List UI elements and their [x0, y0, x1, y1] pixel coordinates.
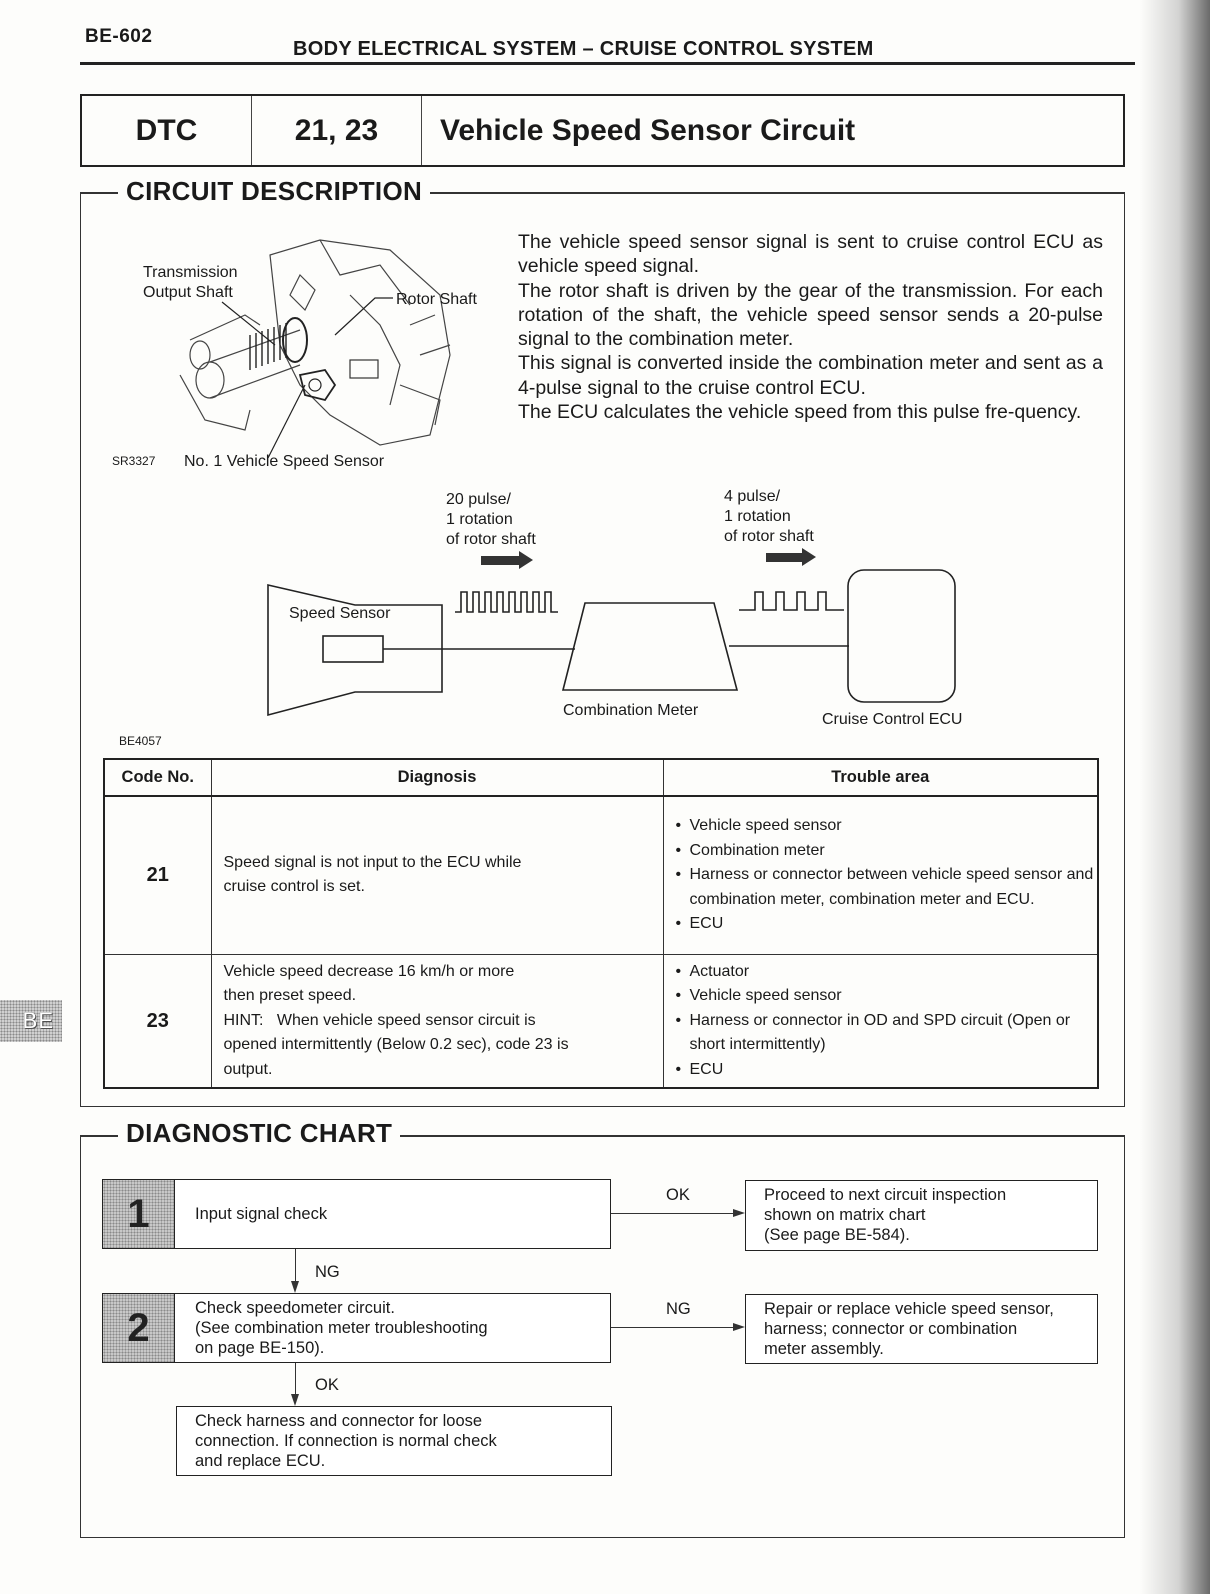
header-diagnosis: Diagnosis	[211, 759, 663, 796]
description-paragraph: The ECU calculates the vehicle speed from this pulse fre-quency.	[518, 401, 1082, 424]
trouble-item: • Combination meter	[690, 839, 1098, 864]
trouble-area-cell	[663, 796, 1098, 954]
connector-line	[611, 1327, 733, 1328]
trouble-item: • Vehicle speed sensor	[690, 984, 1098, 1009]
cruise-control-ecu-label: Cruise Control ECU	[822, 711, 963, 728]
code-cell: 21	[104, 796, 211, 954]
step-number: 1	[103, 1180, 175, 1248]
diagnostic-chart-title: DIAGNOSTIC CHART	[118, 1118, 400, 1149]
diagnosis-cell: Vehicle speed decrease 16 km/h or more then preset speed. HINT: When vehicle speed sensor circuit is opened intermittently (Below 0.2 sec), code 23 is output.	[211, 954, 663, 1088]
circuit-description-title: CIRCUIT DESCRIPTION	[118, 176, 430, 207]
trouble-item: • ECU	[690, 1058, 1098, 1083]
step-text: Check speedometer circuit. (See combination meter troubleshooting on page BE-150).	[195, 1299, 488, 1357]
ok-label: OK	[315, 1376, 339, 1394]
header-trouble-area: Trouble area	[663, 759, 1098, 796]
step-number: 2	[103, 1294, 175, 1362]
arrow-right-icon	[733, 1209, 745, 1217]
dtc-title: Vehicle Speed Sensor Circuit	[440, 113, 856, 147]
header-title: BODY ELECTRICAL SYSTEM – CRUISE CONTROL SYSTEM	[293, 38, 874, 60]
result-check-harness-box[interactable]: Check harness and connector for loose connection. If connection is normal check and replace ECU.	[176, 1406, 612, 1476]
result-repair-box[interactable]: Repair or replace vehicle speed sensor, harness; connector or combination meter assembly.	[745, 1294, 1098, 1364]
description-paragraph: The rotor shaft is driven by the gear of the transmission. For each rotation of the shaft, the vehicle speed sensor sends a 20-pulse signal to the combination meter.	[518, 279, 1103, 351]
arrow-down-icon	[291, 1394, 299, 1406]
arrow-right-icon	[733, 1323, 745, 1331]
dtc-codes: 21, 23	[252, 96, 422, 165]
dtc-table	[103, 758, 1099, 1089]
dtc-label: DTC	[82, 96, 252, 165]
pulse2-label: 4 pulse/ 1 rotation of rotor shaft	[724, 488, 814, 545]
trouble-item: • ECU	[690, 912, 1098, 937]
description-paragraph: This signal is converted inside the combination meter and sent as a 4-pulse signal to the cruise control ECU.	[518, 352, 1103, 399]
header-code-no: Code No.	[104, 759, 211, 796]
connector-line	[295, 1249, 296, 1281]
description-paragraph: The vehicle speed sensor signal is sent to cruise control ECU as vehicle speed signal.	[518, 231, 1103, 278]
table-row	[104, 796, 1098, 954]
connector-line	[611, 1213, 733, 1214]
trouble-area-cell	[663, 954, 1098, 1088]
code-cell: 23	[104, 954, 211, 1088]
connector-line	[295, 1363, 296, 1394]
page-edge-shadow	[1140, 0, 1210, 1594]
figure-code-sr3327: SR3327	[112, 454, 156, 468]
speed-sensor-label: Speed Sensor	[289, 605, 391, 622]
diagnosis-cell: Speed signal is not input to the ECU while cruise control is set.	[211, 796, 663, 954]
page-number: BE-602	[85, 26, 153, 47]
sensor-label: No. 1 Vehicle Speed Sensor	[184, 453, 385, 470]
trouble-item: • Harness or connector between vehicle speed sensor and combination meter, combination meter and ECU.	[690, 863, 1098, 912]
trouble-item: • Vehicle speed sensor	[690, 814, 1098, 839]
rotor-shaft-label: Rotor Shaft	[396, 291, 477, 308]
result-next-inspection-box[interactable]: Proceed to next circuit inspection shown on matrix chart (See page BE-584).	[745, 1180, 1098, 1251]
trouble-item: • Harness or connector in OD and SPD circuit (Open or short intermittently)	[690, 1009, 1098, 1058]
ok-label: OK	[666, 1186, 690, 1204]
ng-label: NG	[666, 1300, 691, 1318]
ng-label: NG	[315, 1263, 340, 1281]
signal-flow-diagram	[0, 0, 1210, 760]
arrow-down-icon	[291, 1281, 299, 1293]
table-row	[104, 954, 1098, 1088]
section-tab-be[interactable]: BE	[0, 1000, 62, 1042]
pulse1-label: 20 pulse/ 1 rotation of rotor shaft	[446, 491, 536, 548]
step-text: Input signal check	[195, 1205, 328, 1223]
combination-meter-label: Combination Meter	[563, 702, 699, 719]
figure-code-be4057: BE4057	[119, 734, 162, 748]
table-header-row	[104, 759, 1098, 796]
trouble-item: • Actuator	[690, 960, 1098, 985]
step-1-box[interactable]	[102, 1179, 611, 1249]
transmission-label: Transmission Output Shaft	[143, 264, 238, 301]
step-2-box[interactable]	[102, 1293, 611, 1363]
